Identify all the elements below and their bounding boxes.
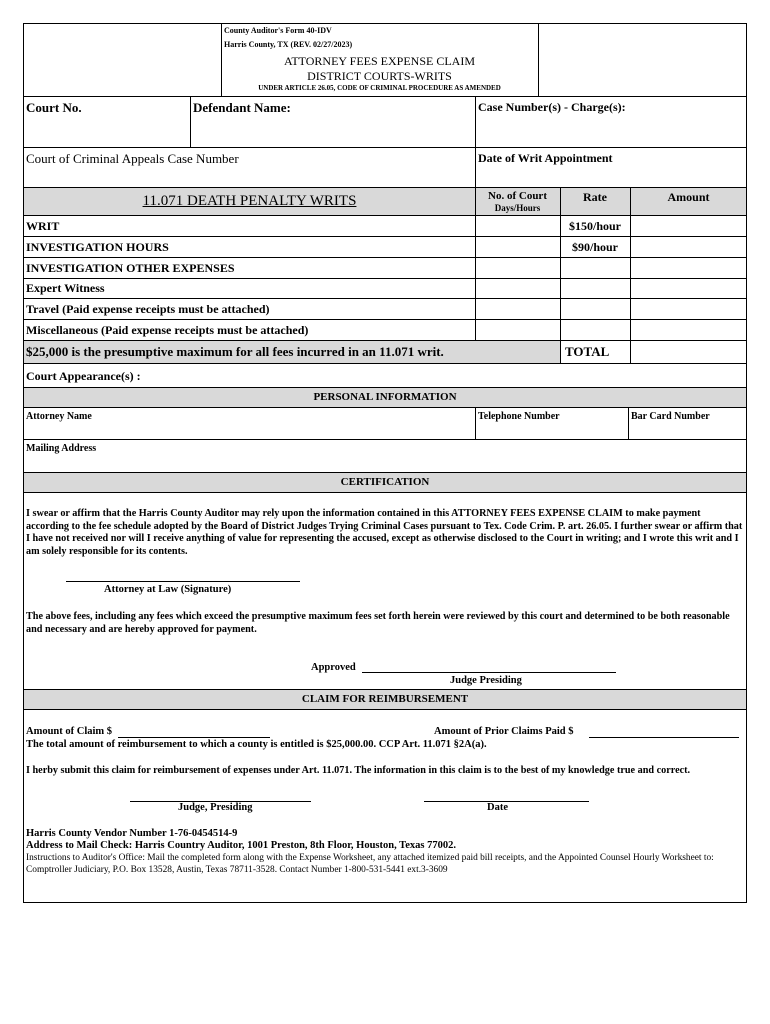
rule [23,147,747,148]
reimbursement-title: CLAIM FOR REIMBURSEMENT [301,693,469,705]
rule [23,439,747,440]
approval-statement: The above fees, including any fees which exceed the presumptive maximum fees set forth herein were reviewed by this court and determined to be both reasonable and necessary and are hereby approved for payment. [26,611,730,635]
rule [560,187,561,363]
row-expert-witness-label: Expert Witness [26,281,105,295]
attorney-name-field[interactable]: Attorney Name [26,411,92,422]
judge-presiding-label-2: Judge, Presiding [178,802,253,813]
rule [475,407,476,439]
date-of-writ-field[interactable]: Date of Writ Appointment [478,151,613,165]
rule [475,187,476,363]
rule [23,492,747,493]
amount-prior-label: Amount of Prior Claims Paid $ [434,726,574,737]
form-subtitle: DISTRICT COURTS-WRITS [307,69,452,83]
rule [628,407,629,439]
approved-label: Approved [311,662,356,673]
telephone-field[interactable]: Telephone Number [478,411,560,422]
total-label: TOTAL [565,344,610,359]
row-travel-label: Travel (Paid expense receipts must be attached) [26,302,270,316]
rule [23,278,747,279]
row-investigation-hours-rate: $90/hour [571,240,618,254]
rule [23,407,747,408]
rule [23,709,747,710]
vendor-number: Harris County Vendor Number 1-76-0454514-9 [26,828,238,839]
case-numbers-field[interactable]: Case Number(s) - Charge(s): [478,100,626,114]
row-investigation-other-label: INVESTIGATION OTHER EXPENSES [26,261,235,275]
rule [475,96,476,187]
bar-card-field[interactable]: Bar Card Number [631,411,710,422]
amount-of-claim-label: Amount of Claim $ [26,726,113,737]
header-divider-right [538,23,539,96]
form-id: County Auditor's Form 40-IDV [224,26,332,35]
rule [190,96,191,147]
cca-case-number-field[interactable]: Court of Criminal Appeals Case Number [26,151,239,166]
attorney-signature-label: Attorney at Law (Signature) [104,584,232,595]
court-appearances-label: Court Appearance(s) : [26,369,141,383]
amount-header: Amount [667,190,710,204]
rule [23,257,747,258]
amount-of-claim-line[interactable] [118,737,270,738]
amount-prior-line[interactable] [589,737,739,738]
rule [23,236,747,237]
form-revision: Harris County, TX (REV. 02/27/2023) [224,40,353,49]
rule [23,215,747,216]
row-writ-rate: $150/hour [568,219,621,233]
form-title: ATTORNEY FEES EXPENSE CLAIM [283,54,475,68]
date-label: Date [487,802,508,813]
rule [23,298,747,299]
rate-header: Rate [583,190,607,204]
rule [23,319,747,320]
submit-statement: I herby submit this claim for reimbursement of expenses under Art. 11.071. The information in this claim is to the best of my knowledge true and correct. [26,765,691,776]
form-statute: UNDER ARTICLE 26.05, CODE OF CRIMINAL PROCEDURE AS AMENDED [258,84,501,92]
row-writ-label: WRIT [26,219,60,233]
row-misc-label: Miscellaneous (Paid expense receipts must be attached) [26,323,309,337]
attorney-signature-line[interactable] [66,581,300,582]
court-days-header: No. of Court [488,190,547,202]
presumptive-note: $25,000 is the presumptive maximum for all fees incurred in an 11.071 writ. [26,344,444,359]
court-no-field[interactable]: Court No. [26,100,82,115]
personal-info-title: PERSONAL INFORMATION [313,391,457,403]
rule [23,363,747,364]
rule [23,96,747,97]
court-days-subheader: Days/Hours [494,203,541,213]
certification-statement: I swear or affirm that the Harris County Auditor may rely upon the information contained in this ATTORNEY FEES EXPENSE CLAIM to make payment according to the fee schedule adopted by the Board of District Judges Trying Criminal Cases pursuant to Tex. Code Crim. P. art. 26.05. I further swear or affirm that I have not received nor will I receive anything of value for representing the accused, except as otherwise disclosed to the Court in writing; and I wrote this writ and I am solely responsible for its contents. [26,508,743,557]
certification-title: CERTIFICATION [340,476,430,488]
death-penalty-writs-title: 11.071 DEATH PENALTY WRITS [142,193,357,209]
row-investigation-hours-label: INVESTIGATION HOURS [26,240,169,254]
defendant-name-field[interactable]: Defendant Name: [193,100,291,115]
judge-signature-line[interactable] [362,672,616,673]
rule [630,187,631,363]
entitled-note: The total amount of reimbursement to which a county is entitled is $25,000.00. CCP Art. 11.071 §2A(a). [26,739,487,750]
mailing-address-field[interactable]: Mailing Address [26,443,97,454]
auditor-instructions: Instructions to Auditor's Office: Mail the completed form along with the Expense Worksheet, any attached itemized paid bill receipts, and the Appointed Counsel Hourly Worksheet to: Comptroller Judiciary, P.O. Box 13528, Austin, Texas 78711-3528. Contact Number 1-800-531-5441 ext.3-3609 [26,853,714,875]
judge-presiding-label: Judge Presiding [450,675,522,686]
mail-check-address: Address to Mail Check: Harris Country Auditor, 1001 Preston, 8th Floor, Houston, Texas 77002. [26,840,456,851]
